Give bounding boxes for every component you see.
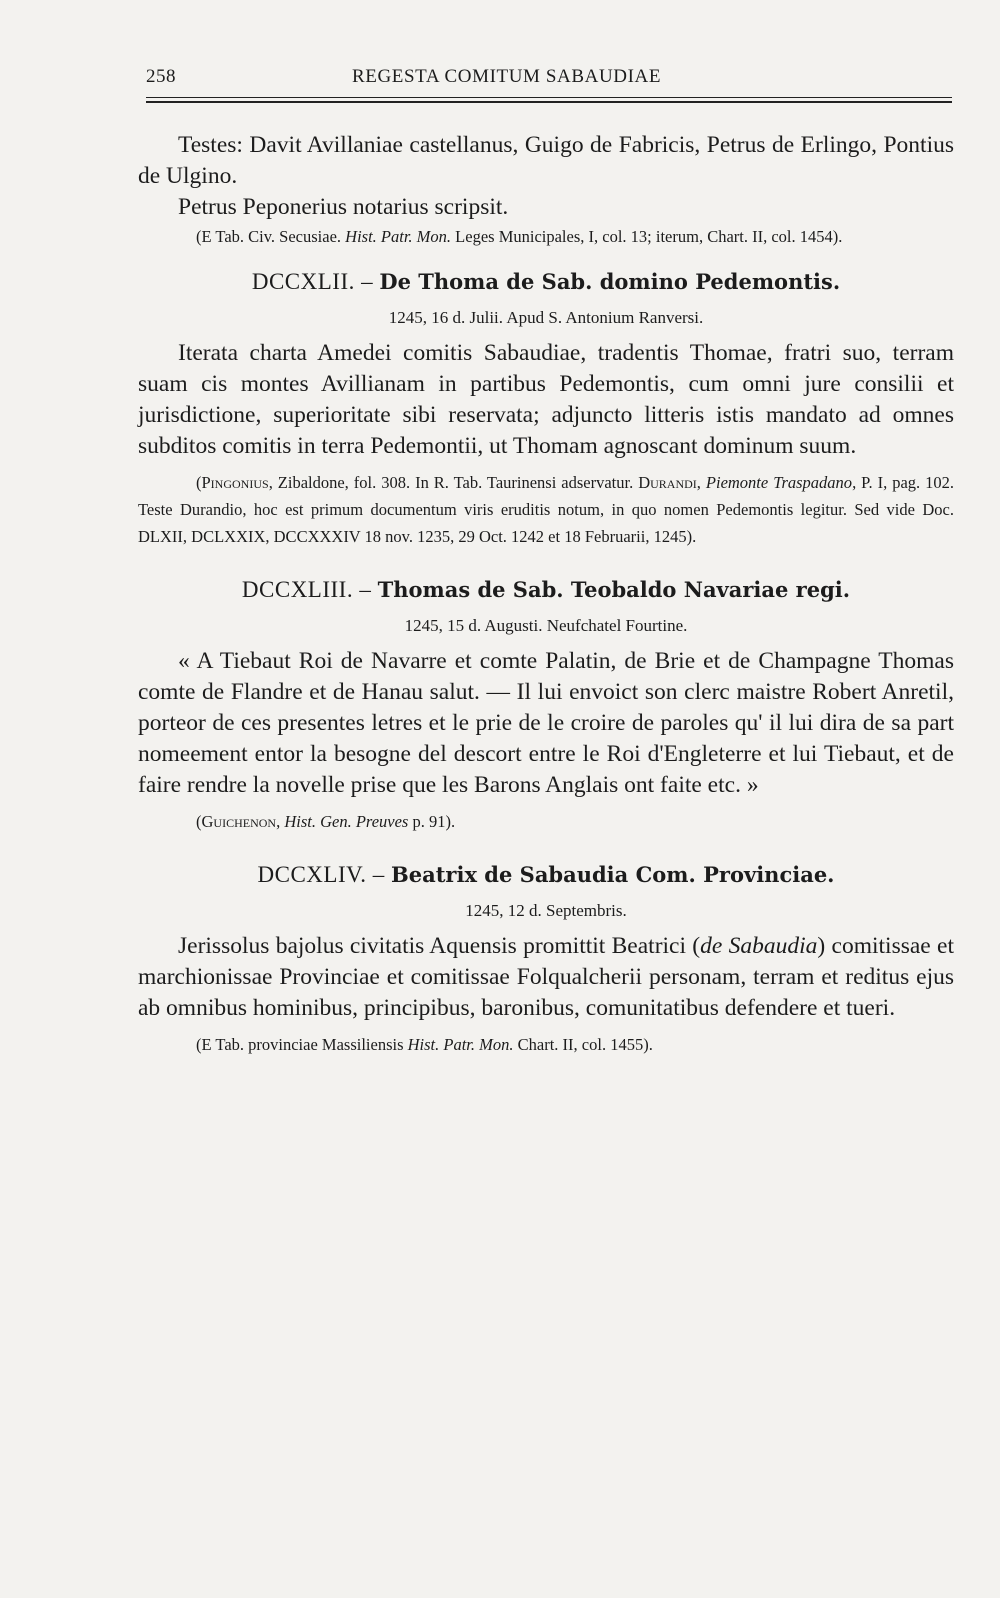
entry-number: DCCXLIII. – [241, 577, 378, 602]
source-note-text: p. 91). [408, 812, 456, 831]
entry-heading [138, 266, 954, 298]
source-note-text: , Zibaldone, fol. 308. In R. Tab. Taurinensi adservatur. [268, 473, 639, 492]
entry-date: 1245, 15 d. Augusti. Neufchatel Fourtine. [404, 616, 688, 635]
entry-number: DCCXLIV. – [257, 862, 392, 887]
source-note-text: , P. I, pag. 102. Teste Durandio, hoc est primum documentum viris eruditis notum, in quo nomen Pedemontis legitur. Sed vide Doc. DLXII, DCLXXIX, DCCXXXIV 18 nov. 1235, 29 Oct. 1242 et 18 Februarii, 1245). [138, 473, 955, 546]
page-number: 258 [146, 66, 176, 87]
source-note: (Guichenon, Hist. Gen. Preuves p. 91). [196, 812, 456, 831]
author-name: Guichenon [201, 812, 277, 831]
header-rule-thin [146, 97, 952, 98]
source-note-italic: Hist. Gen. Preuves [284, 812, 409, 831]
source-note-text: , [696, 473, 706, 492]
running-title: REGESTA COMITUM SABAUDIAE [352, 66, 662, 87]
source-note [138, 223, 954, 250]
source-note-italic: Hist. Patr. Mon. [345, 227, 452, 246]
entry-text-part: Jerissolus bajolus civitatis Aquensis promittit Beatrici ( [178, 933, 701, 959]
source-note: (Pingonius, Zibaldone, fol. 308. In R. Tab. Taurinensi adservatur. Durandi, Piemonte Traspadano, P. I, pag. 102. Teste Durandio, hoc est primum documentum viris eruditis notum, in quo nomen Pedemontis legitur. Sed vide Doc. DLXII, DCLXXIX, DCCXXXIV 18 nov. 1235, 29 Oct. 1242 et 18 Februarii, 1245). [138, 473, 955, 546]
source-note-text: Chart. II, col. 1455). [513, 1035, 653, 1054]
source-note-text: , [276, 812, 285, 831]
entry-text-italic: de Sabaudia [700, 933, 818, 959]
entry-text-part: ) comitissae et marchionissae Provinciae et comitissae Folqualcherii personam, terram et reditus ejus ab omnibus hominibus, principibus, baronibus, comunitatibus defendere et tueri. [138, 933, 954, 1021]
entry-title: Beatrix de Sabaudia Com. Provinciae. [391, 862, 835, 887]
author-name: Pingonius [201, 473, 269, 492]
author-name: Durandi [638, 473, 697, 492]
source-note-text: (E Tab. Civ. Secusiae. [196, 227, 346, 246]
source-note-text: (E Tab. provinciae Massiliensis [196, 1035, 408, 1054]
header-rule-thick [146, 101, 952, 103]
page-header [146, 66, 952, 92]
source-note-italic: Piemonte Traspadano [705, 473, 853, 492]
notary-line: Petrus Peponerius notarius scripsit. [178, 194, 509, 220]
entry-title: Thomas de Sab. Teobaldo Navariae regi. [377, 577, 851, 602]
entry-date: 1245, 16 d. Julii. Apud S. Antonium Ranversi. [388, 308, 704, 327]
entry-title: De Thoma de Sab. domino Pedemontis. [379, 269, 841, 294]
entry-text: « A Tiebaut Roi de Navarre et comte Palatin, de Brie et de Champagne Thomas comte de Flandre et de Hanau salut. — Il lui envoict son clerc maistre Robert Anretil, porteor de ces presentes letres et le prie de le croire de paroles qu' il lui dira de sa part nomeement entor la besogne del descort entre le Roi d'Engleterre et lui Tiebaut, et de faire rendre la novelle prise que les Barons Anglais ont faite etc. » [138, 648, 954, 798]
entry-heading [138, 859, 954, 891]
source-note [138, 1031, 954, 1058]
entry-number: DCCXLII. – [251, 269, 380, 294]
page-body [138, 130, 954, 1058]
source-note-italic: Hist. Patr. Mon. [407, 1035, 514, 1054]
entry-text [138, 931, 954, 1024]
testes-paragraph: Testes: Davit Avillaniae castellanus, Guigo de Fabricis, Petrus de Erlingo, Pontius de Ulgino. [138, 132, 954, 189]
entry-date: 1245, 12 d. Septembris. [465, 901, 627, 920]
entry-text: Iterata charta Amedei comitis Sabaudiae, tradentis Thomae, fratri suo, terram suam cis montes Avillianam in partibus Pedemontis, cum omni jure consilii et jurisdictione, superioritate sibi reservata; adjuncto litteris istis mandato ad omnes subditos comitis in terra Pedemontii, ut Thomam agnoscant dominum suum. [138, 340, 954, 459]
entry-heading [138, 574, 954, 606]
source-note-text: Leges Municipales, I, col. 13; iterum, Chart. II, col. 1454). [451, 227, 843, 246]
